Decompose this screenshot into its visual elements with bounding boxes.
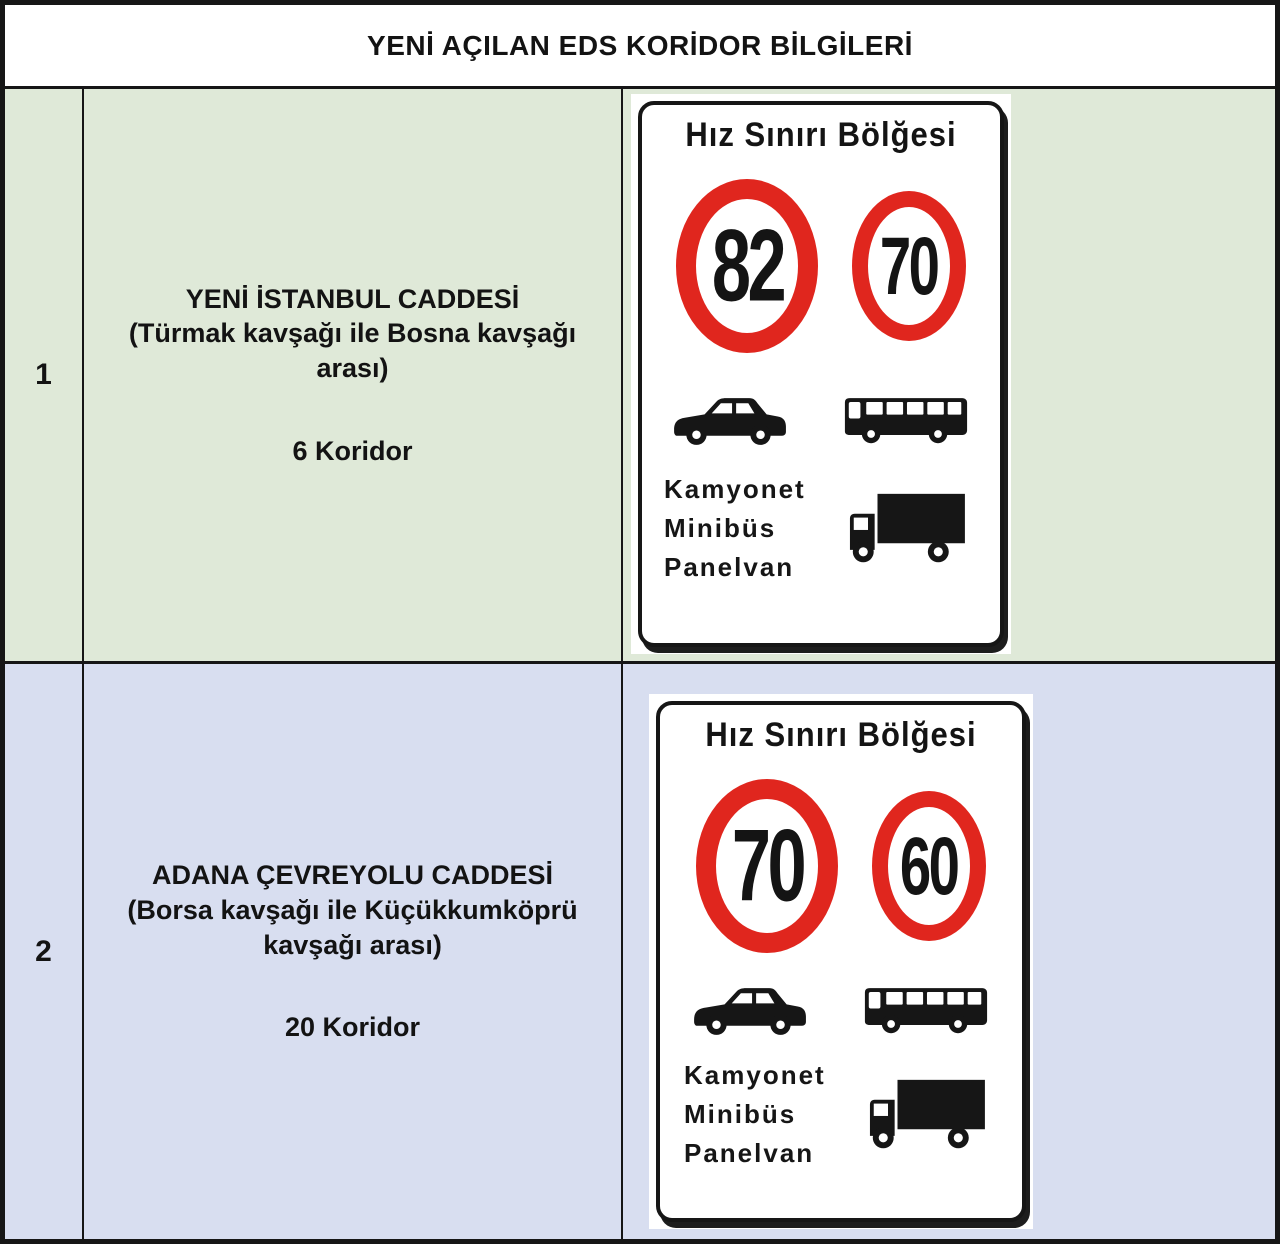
- sign-title: Hız Sınırı Bölğesi: [705, 715, 977, 754]
- vehicle-label: Minibüs: [684, 1099, 797, 1129]
- vehicle-pictograms: [650, 389, 992, 587]
- vehicle-type-labels: [650, 470, 806, 587]
- road-name: YENİ İSTANBUL CADDESİ: [185, 283, 520, 314]
- bus-icon: [842, 390, 970, 447]
- vehicle-pictograms: [670, 979, 1012, 1173]
- road-name: ADANA ÇEVREYOLU CADDESİ: [151, 860, 554, 891]
- corridor-description: [84, 664, 623, 1239]
- speed-value: 70: [880, 219, 938, 313]
- road-segment: (Borsa kavşağı ile Küçükkumköprü kavşağı arası): [127, 894, 578, 960]
- corridor-description: [84, 89, 623, 661]
- truck-icon: [863, 1077, 989, 1153]
- corridor-count: 20 Koridor: [284, 1012, 421, 1043]
- car-icon: [668, 389, 790, 448]
- speed-value: 60: [900, 819, 958, 913]
- corridor-row-1: [5, 89, 1275, 664]
- speed-limit-sign: [638, 101, 1004, 647]
- speed-value: 82: [711, 208, 783, 323]
- vehicle-label: Kamyonet: [664, 474, 806, 504]
- table-title: YENİ AÇILAN EDS KORİDOR BİLGİLERİ: [5, 5, 1275, 89]
- sign-image: [631, 94, 1011, 654]
- corridor-count: 6 Koridor: [292, 435, 413, 466]
- road-segment: (Türmak kavşağı ile Bosna kavşağı arası): [128, 318, 577, 383]
- speed-limit-sign: [656, 701, 1026, 1222]
- speed-limit-left: [676, 179, 818, 353]
- speed-limit-right: [872, 791, 986, 941]
- speed-value: 70: [731, 808, 803, 923]
- vehicle-type-labels: [670, 1056, 826, 1173]
- speed-limit-right: [852, 191, 966, 341]
- sign-title: Hız Sınırı Bölğesi: [685, 115, 957, 154]
- sign-image: [649, 694, 1033, 1229]
- bus-icon: [862, 980, 990, 1037]
- truck-icon: [843, 491, 969, 567]
- vehicle-label: Panelvan: [684, 1138, 815, 1168]
- speed-limit-circles: [676, 179, 966, 353]
- speed-limit-left: [696, 779, 838, 953]
- row-number: 1: [5, 89, 84, 661]
- vehicle-label: Panelvan: [664, 552, 795, 582]
- car-icon: [688, 979, 810, 1038]
- sign-cell: [623, 664, 1275, 1239]
- vehicle-label: Minibüs: [664, 513, 777, 543]
- speed-limit-circles: [696, 779, 986, 953]
- vehicle-label: Kamyonet: [684, 1060, 826, 1090]
- corridor-row-2: [5, 664, 1275, 1239]
- row-number: 2: [5, 664, 84, 1239]
- sign-cell: [623, 89, 1275, 661]
